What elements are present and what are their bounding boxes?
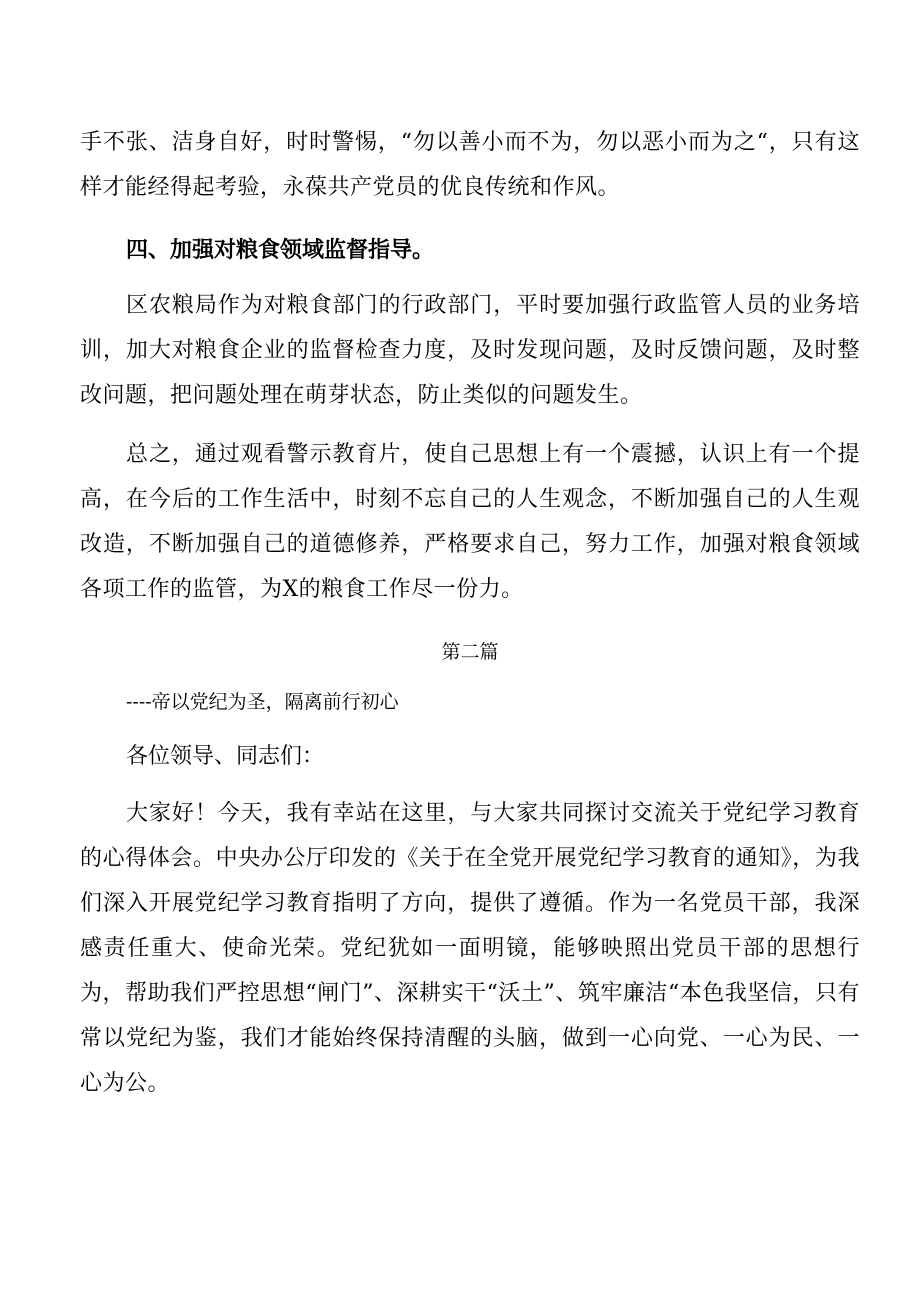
summary-paragraph: 总之，通过观看警示教育片，使自己思想上有一个震撼，认识上有一个提高，在今后的工作生活中，时刻不忘自己的人生观念，不断加强自己的人生观改造，不断加强自己的道德修养，严格要求自己，努力工作，加强对粮食领域各项工作的监管，为X的粮食工作尽一份力。 [80, 442, 860, 602]
continuation-paragraph: 手不张、洁身自好，时时警惕，“勿以善小而不为，勿以恶小而为之“，只有这样才能经得起考验，永葆共产党员的优良传统和作风。 [80, 130, 860, 200]
chapter-subtitle: ----帝以党纪为圣，隔离前行初心 [126, 691, 399, 713]
section-heading-four: 四、加强对粮食领域监督指导。 [126, 237, 435, 263]
chapter-title: 第二篇 [441, 641, 499, 663]
opening-paragraph: 大家好！今天，我有幸站在这里，与大家共同探讨交流关于党纪学习教育的心得体会。中央办公厅印发的《关于在全党开展党纪学习教育的通知》，为我们深入开展党纪学习教育指明了方向，提供了遵循。作为一名党员干部，我深感责任重大、使命光荣。党纪犹如一面明镜，能够映照出党员干部的思想行为，帮助我们严控思想“闸门”、深耕实干“沃土”、筑牢廉洁“本色我坚信，只有常以党纪为鉴，我们才能始终保持清醒的头脑，做到一心向党、一心为民、一心为公。 [80, 801, 860, 1096]
salutation-line: 各位领导、同志们： [126, 744, 325, 769]
paragraph-gap [80, 418, 860, 432]
supervision-paragraph: 区农粮局作为对粮食部门的行政部门，平时要加强行政监管人员的业务培训，加大对粮食企业的监督检查力度，及时发现问题，及时反馈问题，及时整改问题，把问题处理在萌芽状态，防止类似的问题发生。 [80, 293, 860, 408]
